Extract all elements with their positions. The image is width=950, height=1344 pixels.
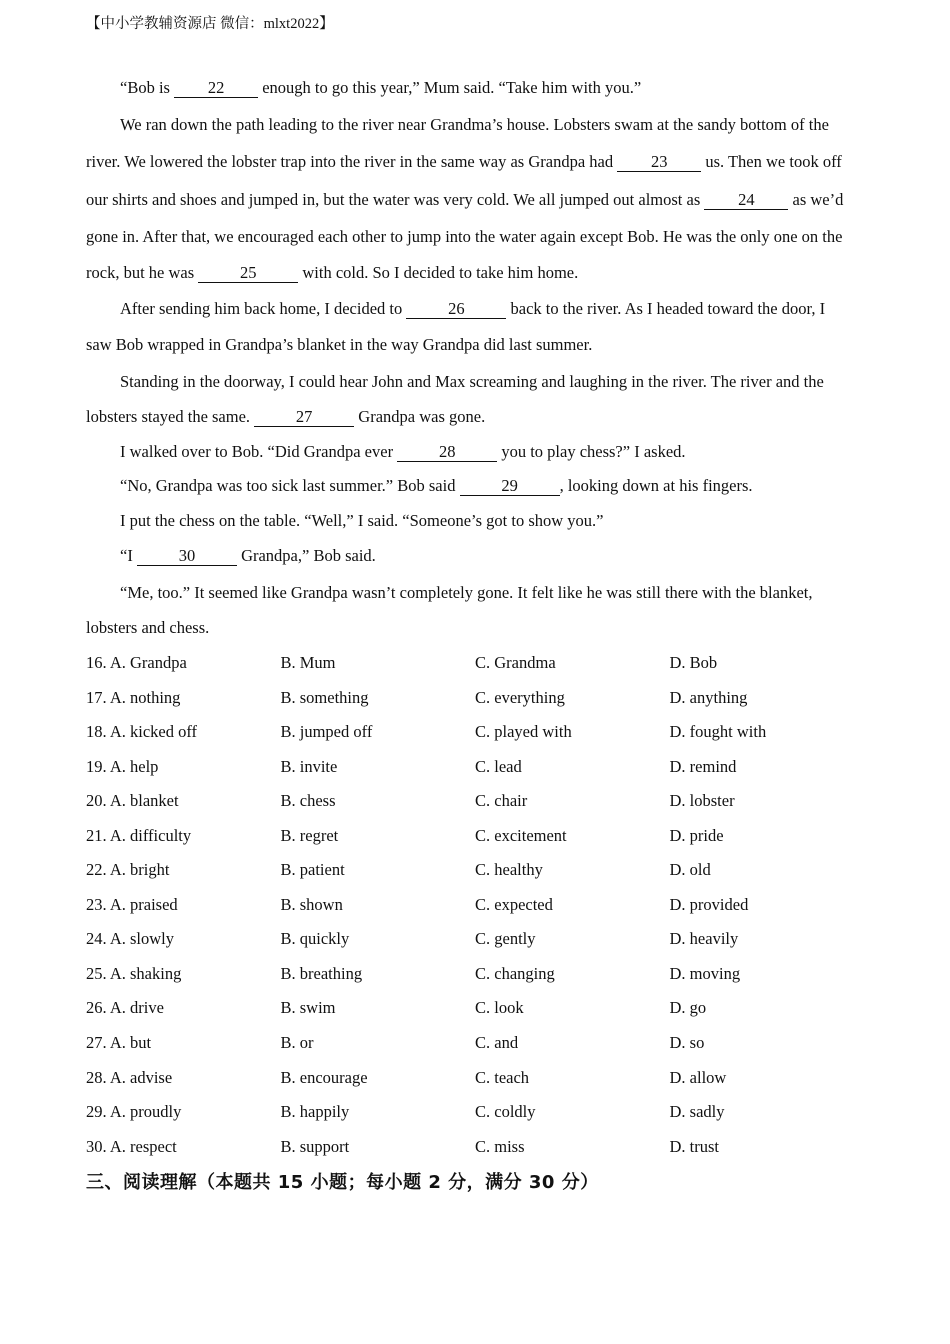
paragraph	[86, 290, 856, 362]
option-choice: D. Bob	[669, 653, 718, 672]
text: you to play chess?” I asked.	[497, 441, 686, 461]
option-row	[86, 1130, 866, 1165]
option-choice: B. quickly	[280, 929, 350, 949]
option-choice: 22. A. bright	[86, 860, 170, 880]
passage-line: “Me, too.” It seemed like Grandpa wasn’t completely gone. It felt like he was still there with the blanket,	[120, 582, 813, 602]
option-choice: B. or	[280, 1033, 314, 1053]
option-choice: C. teach	[475, 1067, 530, 1087]
option-choice: 17. A. nothing	[86, 687, 181, 707]
option-row	[86, 646, 866, 681]
paragraph	[86, 71, 856, 106]
option-row	[86, 1061, 866, 1096]
option-choice: C. gently	[475, 929, 536, 949]
paragraph	[86, 106, 856, 291]
option-choice: B. something	[280, 687, 369, 707]
option-choice: C. lead	[475, 756, 522, 776]
option-choice: B. happily	[280, 1102, 350, 1122]
paragraph	[86, 574, 856, 646]
option-choice: D. go	[669, 998, 707, 1018]
option-row	[86, 1095, 866, 1130]
blank-22: 22	[174, 79, 258, 98]
option-choice: D. moving	[669, 963, 741, 983]
blank-27: 27	[254, 408, 354, 427]
option-choice: 25. A. shaking	[86, 963, 182, 983]
option-choice: 27. A. but	[86, 1033, 152, 1053]
text: us. Then we took off	[701, 152, 842, 172]
option-choice: B. shown	[280, 894, 343, 914]
option-choice: B. support	[280, 1136, 350, 1156]
text: Grandpa was gone.	[354, 407, 486, 427]
option-choice: C. chair	[475, 791, 528, 811]
passage-line: We ran down the path leading to the river near Grandma’s house. Lobsters swam at the sandy bottom of the	[120, 114, 829, 134]
text: After sending him back home, I decided to	[120, 299, 407, 319]
blank-25: 25	[198, 264, 298, 283]
option-choice: C. coldly	[475, 1102, 536, 1122]
option-choice: C. played with	[475, 722, 572, 742]
passage-line: lobsters and chess.	[86, 618, 210, 637]
text: I walked over to Bob. “Did Grandpa ever	[120, 441, 398, 461]
option-choice: D. so	[669, 1033, 705, 1053]
option-choice: 16. A. Grandpa	[86, 653, 187, 672]
option-choice: D. lobster	[669, 791, 735, 811]
option-row	[86, 957, 866, 992]
option-row	[86, 922, 866, 957]
option-choice: C. miss	[475, 1136, 525, 1156]
option-choice: B. chess	[280, 791, 336, 811]
option-choice: 24. A. slowly	[86, 929, 175, 949]
paragraph	[86, 539, 856, 574]
option-choice: 23. A. praised	[86, 894, 178, 914]
option-choice: D. pride	[669, 825, 724, 845]
passage-line	[86, 181, 856, 219]
passage-line	[86, 469, 856, 504]
blank-23: 23	[617, 153, 701, 172]
option-choice: C. and	[475, 1033, 519, 1053]
option-row	[86, 1026, 866, 1061]
text: rock, but he was	[86, 262, 199, 282]
option-choice: 18. A. kicked off	[86, 722, 198, 742]
option-choice: B. swim	[280, 998, 336, 1018]
passage-line	[86, 539, 856, 574]
option-choice: 20. A. blanket	[86, 791, 179, 811]
text: river. We lowered the lobster trap into the river in the same way as Grandpa had	[86, 152, 618, 172]
option-row	[86, 681, 866, 716]
option-choice: C. excitement	[475, 825, 567, 845]
option-choice: B. Mum	[280, 653, 336, 672]
passage-line: I put the chess on the table. “Well,” I said. “Someone’s got to show you.”	[120, 511, 604, 531]
option-choice: D. allow	[669, 1067, 727, 1087]
option-choice: B. patient	[280, 860, 345, 880]
option-choice: C. healthy	[475, 860, 543, 880]
text: with cold. So I decided to take him home.	[298, 262, 579, 282]
passage-line	[86, 400, 856, 435]
option-choice: D. remind	[669, 756, 737, 776]
option-choice: D. sadly	[669, 1102, 725, 1122]
blank-29: 29	[460, 477, 560, 496]
passage-line: gone in. After that, we encouraged each other to jump into the water again except Bob. He was the only one on the	[86, 227, 843, 247]
option-row	[86, 784, 866, 819]
blank-24: 24	[704, 191, 788, 210]
text: as we’d	[788, 189, 844, 209]
option-choice: C. Grandma	[475, 653, 556, 672]
option-row	[86, 991, 866, 1026]
text: , looking down at his fingers.	[559, 476, 753, 496]
option-choice: B. jumped off	[280, 722, 373, 742]
option-choice: C. changing	[475, 963, 555, 983]
option-choice: B. invite	[280, 756, 338, 776]
option-choice: C. look	[475, 998, 524, 1018]
blank-26: 26	[406, 300, 506, 319]
paragraph	[86, 469, 856, 504]
option-choice: C. everything	[475, 687, 565, 707]
paragraph	[86, 504, 856, 539]
paragraph	[86, 363, 856, 435]
passage-line	[86, 435, 856, 470]
text: “No, Grandpa was too sick last summer.” Bob said	[120, 476, 460, 496]
option-choice: B. encourage	[280, 1067, 368, 1087]
option-choice: D. old	[669, 860, 711, 880]
option-choice: D. fought with	[669, 722, 767, 742]
passage-line	[86, 290, 856, 328]
text: “Bob is	[120, 78, 175, 97]
passage-line: Standing in the doorway, I could hear John and Max screaming and laughing in the river. The river and the	[120, 371, 824, 391]
passage-line	[86, 256, 856, 291]
text: lobsters stayed the same.	[86, 407, 255, 427]
passage-line: saw Bob wrapped in Grandpa’s blanket in the way Grandpa did last summer.	[86, 334, 593, 354]
answer-options-list	[86, 646, 866, 1164]
option-choice: C. expected	[475, 894, 553, 914]
text: “I	[120, 545, 137, 565]
page-header-watermark: 【中小学教辅资源店 微信：mlxt2022】	[86, 16, 334, 32]
blank-28: 28	[397, 443, 497, 462]
option-choice: B. regret	[280, 825, 339, 845]
option-choice: D. provided	[669, 894, 749, 914]
option-choice: 21. A. difficulty	[86, 825, 192, 845]
text: back to the river. As I headed toward the door, I	[506, 299, 826, 319]
option-choice: D. trust	[669, 1136, 719, 1156]
option-row	[86, 715, 866, 750]
option-choice: 28. A. advise	[86, 1067, 173, 1087]
paragraph	[86, 435, 856, 470]
text: Grandpa,” Bob said.	[236, 545, 376, 565]
cloze-passage	[86, 71, 856, 646]
option-choice: 29. A. proudly	[86, 1102, 182, 1122]
option-row	[86, 888, 866, 923]
text: enough to go this year,” Mum said. “Take him with you.”	[258, 78, 642, 97]
option-choice: D. anything	[669, 687, 748, 707]
option-row	[86, 750, 866, 785]
option-choice: D. heavily	[669, 929, 739, 949]
option-choice: 26. A. drive	[86, 998, 164, 1018]
option-choice: 30. A. respect	[86, 1136, 177, 1156]
option-choice: B. breathing	[280, 963, 363, 983]
option-choice: 19. A. help	[86, 756, 159, 776]
passage-line	[86, 143, 856, 181]
option-row	[86, 853, 866, 888]
passage-line	[86, 71, 856, 106]
option-row	[86, 819, 866, 854]
text: our shirts and shoes and jumped in, but the water was very cold. We all jumped out almost as	[86, 189, 705, 209]
section-heading: 三、阅读理解（本题共 15 小题；每小题 2 分，满分 30 分）	[86, 1172, 599, 1193]
blank-30: 30	[137, 547, 237, 566]
